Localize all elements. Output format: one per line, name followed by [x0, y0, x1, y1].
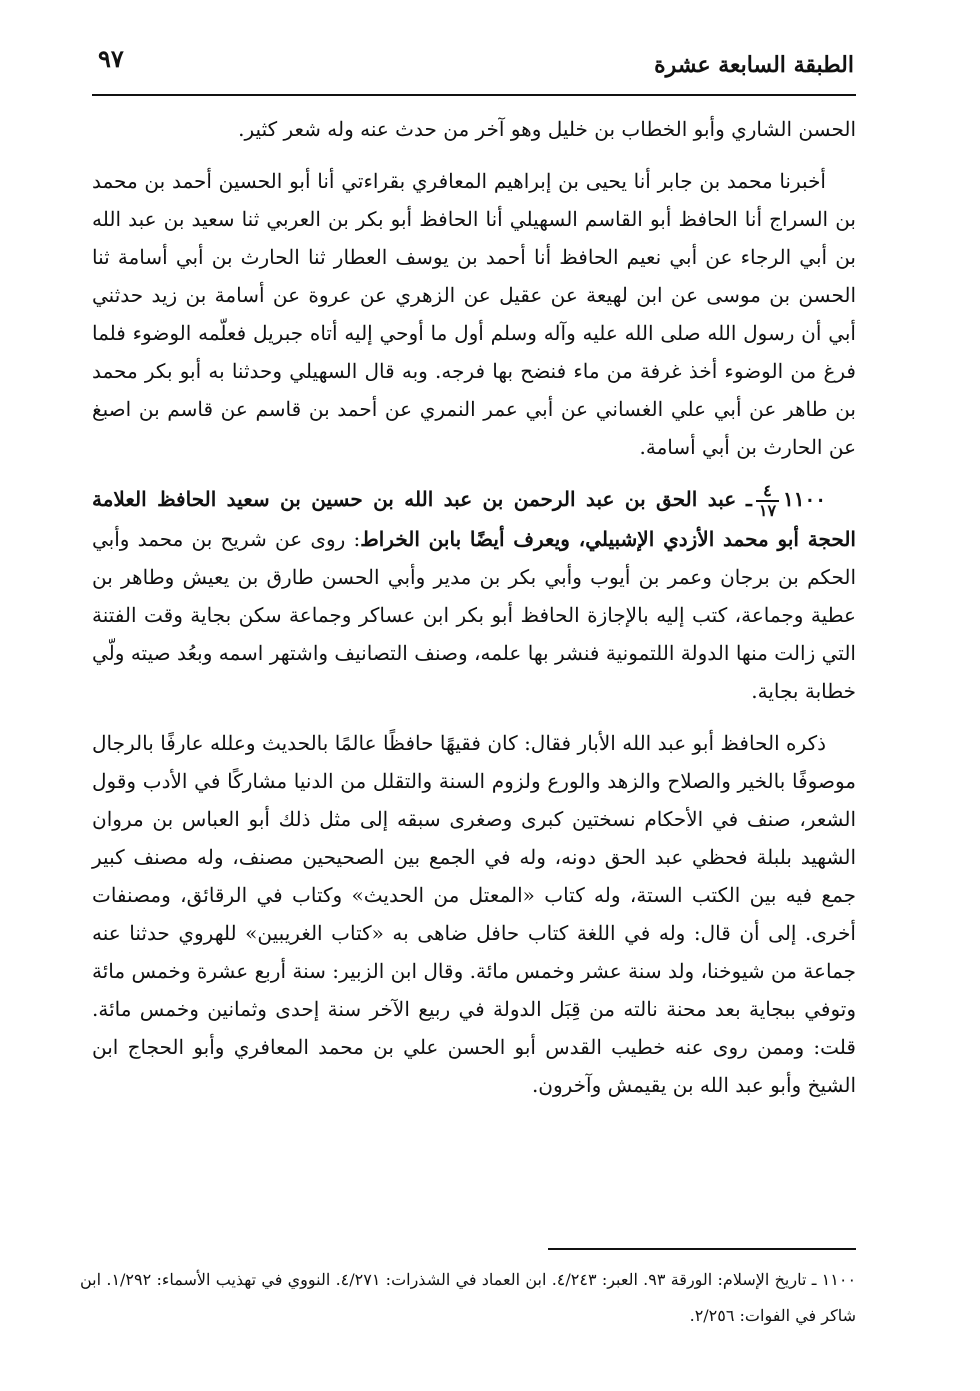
- entry-name: عبد الحق بن عبد الرحمن بن عبد الله بن حسين بن سعيد الحافظ العلامة الحجة أبو محمد الأزدي الإشبيلي، ويعرف أيضًا بابن الخراط: [92, 487, 856, 551]
- paragraph-continuation: الحسن الشاري وأبو الخطاب بن خليل وهو آخر من حدث عنه وله شعر كثير.: [238, 117, 856, 141]
- entry-fraction: [756, 482, 779, 520]
- footnote-1100: ١١٠٠ ـ تاريخ الإسلام: الورقة ٩٣. العبر: ٤/٢٤٣. ابن العماد في الشذرات: ٤/٢٧١. النووي في تهذيب الأسماء: ١/٢٩٢. ابن شاكر في الفوات: ٢/٢٥٦.: [80, 1270, 857, 1325]
- header-rule: [92, 94, 856, 96]
- running-title: الطبقة السابعة عشرة: [654, 52, 854, 78]
- biography-entry: [92, 480, 856, 710]
- paragraph-hadith-chain: أخبرنا محمد بن جابر أنا يحيى بن إبراهيم المعافري بقراءتي أنا أبو الحسين أحمد بن محمد بن السراج أنا الحافظ أبو القاسم السهيلي أنا الحافظ أبو بكر بن العربي ثنا سعيد بن عبد الله بن أبي الرجاء عن أبي نعيم الحافظ أنا أحمد بن يوسف العطار ثنا الحارث بن أبي أسامة ثنا الحسن بن موسى عن ابن لهيعة عن عقيل عن الزهري عن عروة عن أسامة بن زيد حدثني أبي أن رسول الله صلى الله عليه وآله وسلم أول ما أوحي إليه أتاه جبريل فعلّمه الوضوء فلما فرغ من الوضوء أخذ غرفة من ماء فنضح بها فرجه. وبه قال السهيلي وحدثنا به أبو بكر محمد بن طاهر عن أبي علي الغساني عن أبي عمر النمري عن أحمد بن قاسم عن قاسم بن اصبغ عن الحارث بن أبي أسامة.: [92, 169, 856, 459]
- entry-dash: ـ: [745, 487, 752, 511]
- paragraph-commentary: ذكره الحافظ أبو عبد الله الأبار فقال: كان فقيهًا حافظًا عالمًا بالحديث وعلله عارفًا بالرجال موصوفًا بالخير والصلاح والزهد والورع ولزوم السنة والتقلل من الدنيا مشاركًا في الأدب وقول الشعر، صنف في الأحكام نسختين كبرى وصغرى سبقه إلى مثل ذلك أبو العباس بن مروان الشهيد بلبلة فحظي عبد الحق دونه، وله في الجمع بين الصحيحين مصنف، وله مصنف كبير جمع فيه بين الكتب الستة، وله كتاب «المعتل من الحديث» وكتاب في الرقائق، ومصنفات أخرى. إلى أن قال: وله في اللغة كتاب حافل ضاهى به «كتاب الغريبين» للهروي حدثنا عنه جماعة من شيوخنا، ولد سنة عشر وخمس مائة. وقال ابن الزبير: سنة أربع عشرة وخمس مائة وتوفي ببجاية بعد محنة نالته من قِبَل الدولة في ربيع الآخر سنة إحدى وثمانين وخمس مائة. قلت: وممن روى عنه خطيب القدس أبو الحسن علي بن محمد المعافري وأبو الحجاج ابن الشيخ وأبو عبد الله بن يقيمش وآخرون.: [92, 730, 856, 1097]
- fraction-denominator: ١٧: [758, 500, 777, 520]
- entry-number: ١١٠٠: [783, 487, 826, 511]
- page-header: [92, 40, 854, 90]
- entry-text: : روى عن شريح بن محمد وأبي الحكم بن برجان وعمر بن أيوب وأبي بكر بن مدير وأبي الحسن طارق بن يعيش وطاهر بن عطية وجماعة، كتب إليه بالإجازة الحافظ أبو بكر ابن عساكر وجماعة سكن بجاية وقت الفتنة التي زالت منها الدولة اللتمونية فنشر بها علمه، وصنف التصانيف واشتهر اسمه وبعُد صيته ولّي خطابة بجاية.: [92, 526, 856, 703]
- page-number: ٩٧: [98, 44, 124, 73]
- fraction-numerator: ٤: [756, 482, 779, 502]
- footnote-rule: [548, 1248, 856, 1250]
- footnotes: [80, 1262, 856, 1334]
- main-text: [92, 110, 856, 1118]
